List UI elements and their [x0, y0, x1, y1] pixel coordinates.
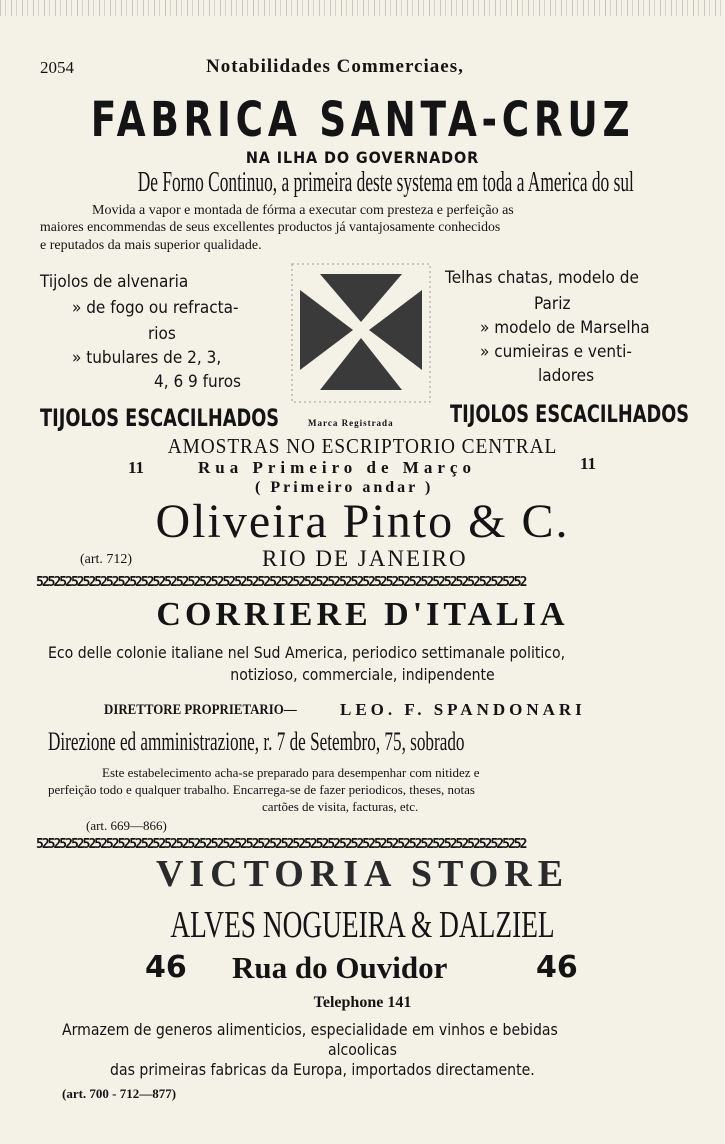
ad3-desc-line-3: das primeiras fabricas da Europa, importados directamente.: [110, 1060, 535, 1079]
ad1-art-ref: (art. 712): [80, 552, 133, 567]
ad3-address-number-right: 46: [536, 950, 578, 985]
ad1-escalhados-left: TIJOLOS ESCACILHADOS: [40, 404, 280, 432]
top-edge-specks: [0, 0, 725, 16]
ad3-title: VICTORIA STORE: [155, 853, 570, 895]
ad1-right-item-1: Telhas chatas, modelo de: [445, 268, 639, 288]
chain-rule-1: 525252525252525252525252525252525252525252525252525252525252525252525252525252525252: [36, 576, 526, 590]
ad3-address-number-left: 46: [145, 950, 187, 985]
running-title: Notabilidades Commerciaes,: [206, 56, 464, 77]
ad2-title: CORRIERE D'ITALIA: [156, 596, 569, 633]
ad1-left-item-3: rios: [148, 324, 176, 344]
page-number: 2054: [40, 58, 74, 77]
ad1-left-item-1: Tijolos de alvenaria: [40, 272, 189, 292]
ad2-est-line-1: Este estabelecimento acha-se preparado para desempenhar com nitidez e: [102, 765, 480, 780]
ad3-owners: ALVES NOGUEIRA & DALZIEL: [170, 904, 555, 946]
ad-fabrica-santa-cruz: [0, 92, 725, 148]
ad1-address-street: Rua Primeiro de Março: [198, 458, 476, 477]
ad2-desc-line-2: notizioso, commerciale, indipendente: [230, 665, 495, 684]
ad1-samples: AMOSTRAS NO ESCRIPTORIO CENTRAL: [167, 434, 558, 458]
ad1-left-item-5: 4, 6 9 furos: [154, 372, 242, 392]
ad1-left-item-4: » tubulares de 2, 3,: [72, 348, 222, 368]
ad1-address-number-left: 11: [128, 458, 145, 477]
ad1-right-item-4: » cumieiras e venti-: [480, 342, 632, 362]
mark-label: Marca Registrada: [308, 418, 394, 428]
ad3-desc-line-1: Armazem de generos alimenticios, especialidade em vinhos e bebidas: [62, 1020, 558, 1039]
ad1-left-item-2: » de fogo ou refracta-: [72, 298, 239, 318]
ad3-address: Rua do Ouvidor: [232, 950, 448, 985]
ad1-escalhados-right: TIJOLOS ESCACILHADOS: [450, 400, 690, 428]
ad2-desc-line-1: Eco delle colonie italiane nel Sud America, periodico settimanale politico,: [48, 643, 566, 662]
ad2-est-line-3: cartões de visita, facturas, etc.: [262, 799, 419, 814]
chain-rule-2: 525252525252525252525252525252525252525252525252525252525252525252525252525252525252: [36, 838, 526, 852]
ad1-floor: ( Primeiro andar ): [255, 479, 434, 496]
ad2-est-line-2: perfeição todo e qualquer trabalho. Encarrega-se de fazer periodicos, theses, notas: [48, 782, 475, 797]
ad1-title: FABRICA SANTA-CRUZ: [90, 92, 635, 148]
ad1-desc-line-1: Movida a vapor e montada de fórma a executar com presteza e perfeição as: [92, 203, 514, 218]
ad1-right-item-3: » modelo de Marselha: [480, 318, 650, 338]
ad1-city: RIO DE JANEIRO: [262, 546, 468, 571]
ad1-firm-name: Oliveira Pinto & C.: [155, 495, 570, 548]
ad3-telephone: Telephone 141: [313, 994, 412, 1011]
ad1-desc-line-3: e reputados da mais superior qualidade.: [40, 238, 262, 253]
ad1-address-number-right: 11: [580, 454, 597, 473]
registered-cross-mark-icon: [290, 262, 432, 410]
ad3-desc-line-2: alcoolicas: [327, 1040, 398, 1059]
ad2-admin: Direzione ed amministrazione, r. 7 de Setembro, 75, sobrado: [48, 727, 465, 756]
ad1-right-item-2: Pariz: [534, 294, 571, 314]
ad2-director-name: LEO. F. SPANDONARI: [340, 700, 586, 719]
ad1-desc-line-2: maiores encommendas de seus excellentes productos já vantajosamente conhecidos: [40, 220, 501, 235]
ad1-right-item-5: ladores: [538, 366, 595, 386]
ad1-location: NA ILHA DO GOVERNADOR: [245, 148, 480, 167]
ad1-slogan: De Forno Continuo, a primeira deste systema em toda a America do sul: [137, 167, 634, 198]
ad2-art-ref: (art. 669—866): [86, 818, 167, 833]
ad2-director-label: DIRETTORE PROPRIETARIO—: [104, 702, 297, 718]
ad3-art-ref: (art. 700 - 712—877): [62, 1086, 177, 1101]
